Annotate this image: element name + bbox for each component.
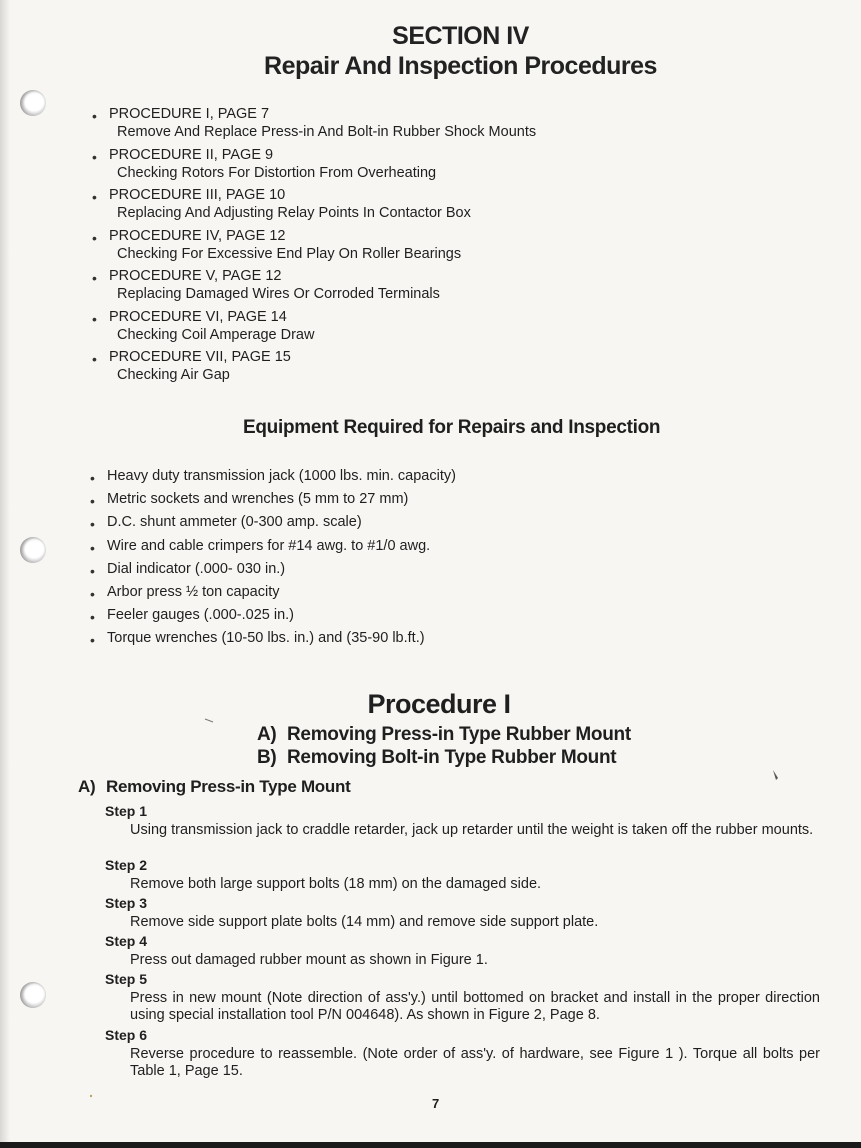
bullet-icon: • xyxy=(90,470,95,486)
bullet-icon: • xyxy=(92,229,97,246)
subtitle-letter: B) xyxy=(257,747,277,768)
step-text: Press in new mount (Note direction of ass'y.) until bottomed on bracket and install in the proper direction using special installation tool P/N 004648). As shown in Figure 2, Page 8. xyxy=(130,990,820,1023)
ink-speck xyxy=(205,719,213,722)
step-label: Step 5 xyxy=(105,971,148,987)
step-label: Step 3 xyxy=(105,895,148,911)
bullet-icon: • xyxy=(92,108,97,124)
step-label: Step 4 xyxy=(105,933,148,949)
procedure-heading: PROCEDURE VII, PAGE 15 xyxy=(109,349,291,365)
equipment-item: D.C. shunt ammeter (0-300 amp. scale) xyxy=(107,514,362,531)
equipment-title: Equipment Required for Repairs and Inspection xyxy=(243,417,661,438)
section-title: SECTION IV xyxy=(392,22,529,50)
step-text: Remove side support plate bolts (14 mm) and remove side support plate. xyxy=(130,914,599,930)
bullet-icon: • xyxy=(92,189,97,205)
page-bottom-edge xyxy=(0,1142,861,1148)
procedure-title: Procedure I xyxy=(367,689,511,719)
bullet-icon: • xyxy=(92,148,97,165)
procedure-description: Remove And Replace Press-in And Bolt-in Rubber Shock Mounts xyxy=(117,124,537,140)
section-subtitle: Repair And Inspection Procedures xyxy=(264,52,657,80)
bullet-icon: • xyxy=(90,539,95,556)
part-letter: A) xyxy=(78,777,96,796)
step-text: Using transmission jack to craddle retarder, jack up retarder until the weight is taken off the rubber mounts. xyxy=(130,822,814,838)
bullet-icon: • xyxy=(90,609,95,626)
step-text: Remove both large support bolts (18 mm) on the damaged side. xyxy=(130,876,542,892)
equipment-item: Torque wrenches (10-50 lbs. in.) and (35-90 lb.ft.) xyxy=(107,630,425,647)
equipment-item: Metric sockets and wrenches (5 mm to 27 mm) xyxy=(107,491,409,508)
procedure-description: Checking Rotors For Distortion From Overheating xyxy=(117,164,437,181)
subtitle-text: Removing Bolt-in Type Rubber Mount xyxy=(287,747,617,768)
step-text: Reverse procedure to reassemble. (Note order of ass'y. of hardware, see Figure 1 ). Torque all bolts per Table 1, Page 15. xyxy=(130,1046,820,1079)
equipment-item: Wire and cable crimpers for #14 awg. to #1/0 awg. xyxy=(107,537,431,554)
bullet-icon: • xyxy=(90,516,95,533)
equipment-item: Arbor press ½ ton capacity xyxy=(107,583,280,600)
bullet-icon: • xyxy=(92,270,97,286)
procedure-description: Replacing Damaged Wires Or Corroded Terminals xyxy=(117,286,440,302)
procedure-heading: PROCEDURE I, PAGE 7 xyxy=(109,106,270,122)
procedure-heading: PROCEDURE IV, PAGE 12 xyxy=(109,227,286,244)
procedure-description: Checking Air Gap xyxy=(117,367,230,383)
procedure-heading: PROCEDURE V, PAGE 12 xyxy=(109,268,282,284)
bullet-icon: • xyxy=(90,562,95,579)
procedure-description: Checking Coil Amperage Draw xyxy=(117,326,315,343)
subtitle-text: Removing Press-in Type Rubber Mount xyxy=(287,724,631,745)
step-label: Step 2 xyxy=(105,857,148,873)
step-label: Step 1 xyxy=(105,803,148,819)
ink-speck xyxy=(90,1095,92,1097)
bullet-icon: • xyxy=(92,310,97,327)
procedure-heading: PROCEDURE II, PAGE 9 xyxy=(109,146,274,163)
subtitle-letter: A) xyxy=(257,724,277,745)
procedure-heading: PROCEDURE VI, PAGE 14 xyxy=(109,308,287,325)
equipment-item: Feeler gauges (.000-.025 in.) xyxy=(107,607,294,624)
equipment-item: Dial indicator (.000- 030 in.) xyxy=(107,560,286,577)
step-label: Step 6 xyxy=(105,1027,148,1043)
bullet-icon: • xyxy=(92,351,97,367)
bullet-icon: • xyxy=(90,493,95,510)
procedure-description: Replacing And Adjusting Relay Points In Contactor Box xyxy=(117,205,471,221)
step-text: Press out damaged rubber mount as shown in Figure 1. xyxy=(130,952,488,968)
procedure-heading: PROCEDURE III, PAGE 10 xyxy=(109,187,286,203)
page-number: 7 xyxy=(432,1096,440,1111)
part-text: Removing Press-in Type Mount xyxy=(106,777,351,796)
bullet-icon: • xyxy=(90,632,95,649)
equipment-item: Heavy duty transmission jack (1000 lbs. min. capacity) xyxy=(107,468,456,484)
procedure-description: Checking For Excessive End Play On Roller Bearings xyxy=(117,245,462,262)
ink-speck xyxy=(773,770,778,780)
bullet-icon: • xyxy=(90,585,95,602)
